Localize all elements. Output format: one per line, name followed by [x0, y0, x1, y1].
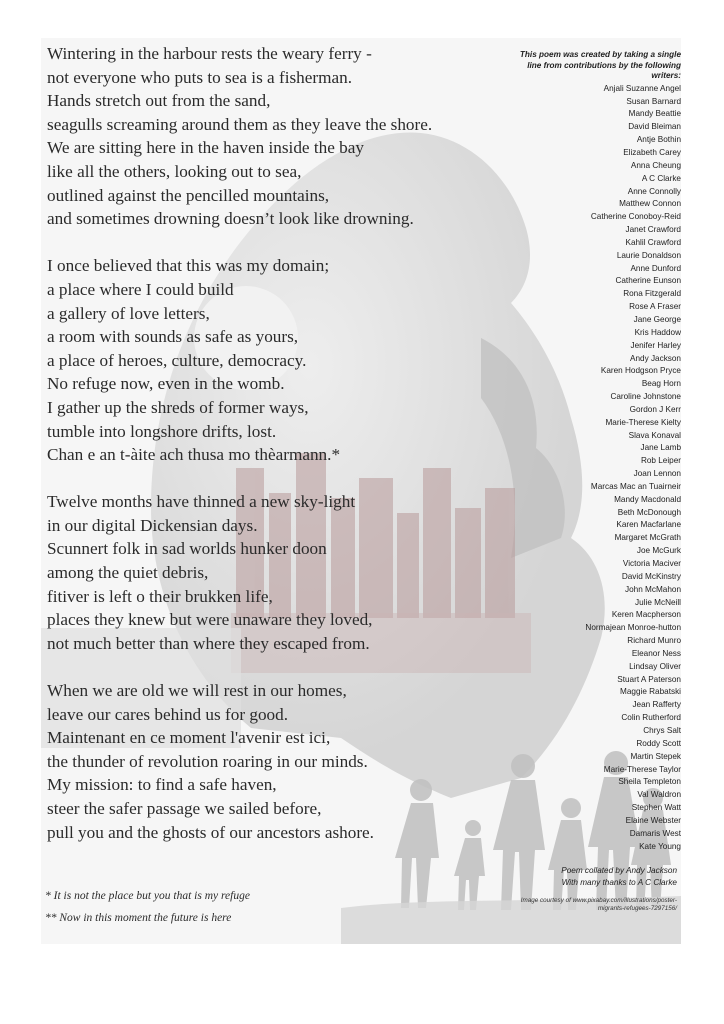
writer-name: David McKinstry — [621, 571, 681, 581]
courtesy-line: Image courtesy of www.pixabay.com/illustrations/poster- — [520, 897, 677, 904]
writer-name: Catherine Eunson — [615, 276, 681, 286]
poem-line: Chan e an t-àite ach thusa mo thèarmann.* — [47, 445, 341, 465]
credits-column — [491, 50, 681, 853]
poem-stanza-1 — [47, 42, 527, 231]
thanks-line: With many thanks to A C Clarke — [561, 877, 677, 887]
writer-name: Mandy Beattie — [628, 109, 681, 119]
writer-name: Lindsay Oliver — [629, 661, 681, 671]
poem-line: a gallery of love letters, — [47, 303, 210, 323]
credits-intro-line: line from contributions by the following — [527, 60, 681, 70]
writer-name: Anjali Suzanne Angel — [603, 83, 681, 93]
courtesy-line: migrants-refugees-7297156/ — [597, 905, 677, 913]
writer-name: Kris Haddow — [634, 327, 681, 337]
poem-line: a place where I could build — [47, 279, 234, 299]
writer-name: Elaine Webster — [625, 815, 681, 825]
footnotes — [45, 890, 345, 934]
writer-name: Richard Munro — [627, 636, 681, 646]
writer-name: John McMahon — [625, 584, 681, 594]
poem-line: I gather up the shreds of former ways, — [47, 397, 309, 417]
credits-intro — [491, 50, 681, 82]
writer-name: Val Waldron — [637, 790, 681, 800]
poem-line: a place of heroes, culture, democracy. — [47, 350, 307, 370]
poem-line: like all the others, looking out to sea, — [47, 161, 302, 181]
writer-name: Marcas Mac an Tuairneir — [590, 481, 681, 491]
poem-line: tumble into longshore drifts, lost. — [47, 421, 277, 441]
credits-intro-line: This poem was created by taking a single — [519, 50, 681, 59]
poem-line: No refuge now, even in the womb. — [47, 374, 285, 394]
writer-name: Chrys Salt — [643, 725, 681, 735]
writer-name: A C Clarke — [641, 173, 681, 183]
poem-line: Wintering in the harbour rests the weary ferry - — [47, 44, 372, 63]
writer-name: Jane George — [633, 314, 681, 324]
writer-name: Andy Jackson — [630, 353, 681, 363]
writer-name: David Bleiman — [628, 122, 681, 132]
poem-line: not much better than where they escaped from. — [47, 633, 370, 653]
writer-name: Jean Rafferty — [632, 700, 681, 710]
writer-name: Damaris West — [629, 828, 681, 838]
poem-line: Maintenant en ce moment l'avenir est ici, — [47, 728, 331, 748]
poem-line: My mission: to find a safe haven, — [47, 775, 277, 795]
poem-line: We are sitting here in the haven inside the bay — [47, 138, 364, 158]
writer-name: Martin Stepek — [630, 751, 681, 761]
writer-name: Anna Cheung — [630, 160, 681, 170]
writer-name: Antje Bothin — [636, 135, 681, 145]
writer-name: Catherine Conoboy-Reid — [590, 212, 681, 222]
poem-line: outlined against the pencilled mountains, — [47, 185, 330, 205]
writer-name: Stephen Watt — [631, 803, 681, 813]
poem-line: among the quiet debris, — [47, 563, 209, 583]
writer-name: Keren Macpherson — [611, 610, 681, 620]
poem-stanza-2 — [47, 254, 527, 466]
poem-line: places they knew but were unaware they loved, — [47, 610, 373, 630]
poem-line: a room with sounds as safe as yours, — [47, 327, 299, 347]
writer-name: Kate Young — [639, 841, 681, 851]
writer-name: Margaret McGrath — [614, 533, 681, 543]
poem-line: Twelve months have thinned a new sky-light — [47, 492, 356, 512]
writer-name: Roddy Scott — [636, 738, 681, 748]
poem-line: When we are old we will rest in our homes, — [47, 681, 347, 701]
poem-line: in our digital Dickensian days. — [47, 515, 258, 535]
poem-line: not everyone who puts to sea is a fisherman. — [47, 67, 353, 87]
writer-name: Jane Lamb — [640, 443, 681, 453]
writer-name: Elizabeth Carey — [623, 148, 681, 157]
writer-name: Joe McGurk — [636, 546, 681, 556]
writer-name: Rob Leiper — [640, 456, 681, 466]
writer-name: Rona Fitzgerald — [623, 289, 681, 299]
writer-name: Julie McNeill — [635, 597, 681, 607]
poem-line: leave our cares behind us for good. — [47, 704, 289, 724]
collated-credit — [457, 865, 677, 888]
poem-line: Hands stretch out from the sand, — [47, 91, 271, 111]
writer-name: Karen Macfarlane — [616, 520, 681, 530]
writer-name: Beth McDonough — [617, 507, 681, 517]
poem-line: steer the safer passage we sailed before, — [47, 799, 322, 818]
poem-line: and sometimes drowning doesn’t look like drowning. — [47, 209, 414, 229]
writer-name: Stuart A Paterson — [617, 674, 681, 684]
writer-name: Anne Connolly — [627, 186, 681, 196]
writer-name: Gordon J Kerr — [629, 404, 681, 414]
writer-name: Laurie Donaldson — [616, 250, 681, 260]
poem-line: fitiver is left o their brukken life, — [47, 586, 273, 606]
footnote-2: ** Now in this moment the future is here — [45, 912, 232, 924]
poem-line: seagulls screaming around them as they leave the shore. — [47, 114, 433, 134]
poem-body — [47, 42, 527, 868]
writer-name: Jenifer Harley — [630, 340, 681, 350]
poem-line: Scunnert folk in sad worlds hunker doon — [47, 539, 327, 559]
credits-intro-line: writers: — [651, 71, 681, 81]
writer-name: Marie-Therese Kielty — [605, 417, 681, 427]
writer-name: Eleanor Ness — [631, 648, 681, 658]
poem-line: pull you and the ghosts of our ancestors ashore. — [47, 822, 374, 842]
poem-stanza-3 — [47, 490, 527, 655]
writer-list — [491, 83, 681, 854]
footnote-1: * It is not the place but you that is my refuge — [45, 890, 250, 902]
poem-stanza-4 — [47, 679, 527, 844]
poem-line: the thunder of revolution roaring in our minds. — [47, 751, 368, 771]
image-courtesy — [477, 897, 677, 914]
writer-name: Mandy Macdonald — [614, 494, 681, 504]
collated-line: Poem collated by Andy Jackson — [561, 866, 677, 875]
writer-name: Maggie Rabatski — [620, 687, 681, 697]
writer-name: Sheila Templeton — [618, 777, 681, 787]
writer-name: Colin Rutherford — [621, 713, 681, 723]
writer-name: Rose A Fraser — [629, 302, 681, 312]
writer-name: Caroline Johnstone — [610, 392, 681, 402]
writer-name: Anne Dunford — [630, 263, 681, 273]
writer-name: Matthew Connon — [619, 199, 681, 209]
writer-name: Janet Crawford — [625, 225, 681, 235]
writer-name: Victoria Maciver — [622, 559, 681, 568]
writer-name: Marie-Therese Taylor — [603, 764, 681, 774]
writer-name: Susan Barnard — [626, 96, 681, 106]
poster-panel — [41, 38, 681, 944]
writer-name: Karen Hodgson Pryce — [600, 366, 681, 376]
writer-name: Joan Lennon — [633, 469, 681, 479]
poem-line: I once believed that this was my domain; — [47, 256, 330, 276]
writer-name: Kahlil Crawford — [625, 237, 681, 247]
writer-name: Slava Konaval — [628, 430, 681, 440]
writer-name: Normajean Monroe-hutton — [585, 623, 681, 633]
writer-name: Beag Horn — [641, 379, 681, 389]
